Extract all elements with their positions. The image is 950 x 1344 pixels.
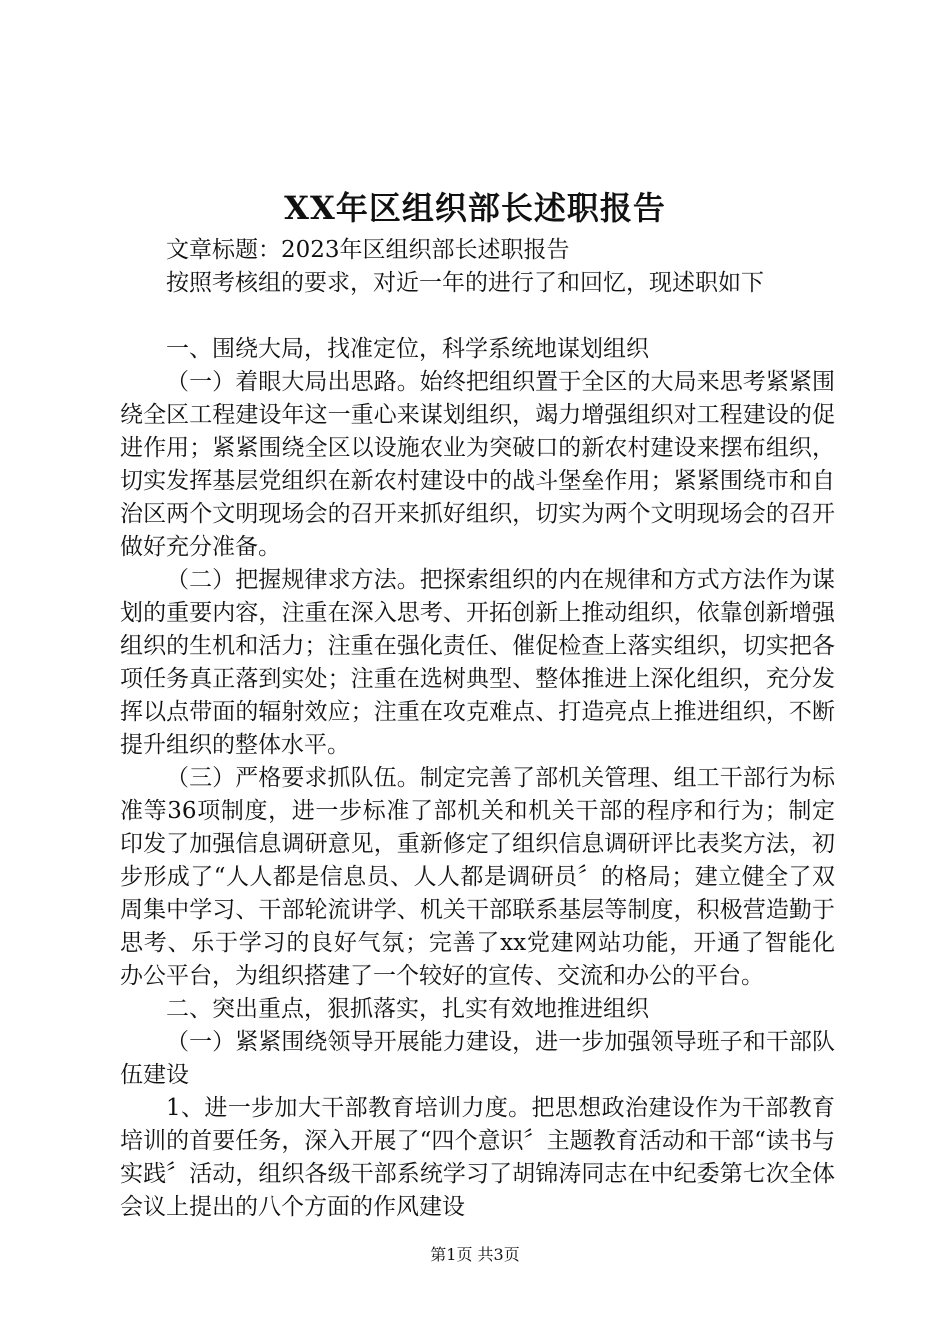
- document-title: XX年区组织部长述职报告: [284, 189, 666, 227]
- paragraph-section-2-point-1: 1、进一步加大干部教育培训力度。把思想政治建设作为干部教育培训的首要任务，深入开展了“四个意识〞主题教育活动和干部“读书与实践〞活动，组织各级干部系统学习了胡锦涛同志在中纪委第七次全体会议上提出的八个方面的作风建设: [120, 1095, 835, 1220]
- paragraph-intro: 按照考核组的要求，对近一年的进行了和回忆，现述职如下: [166, 270, 764, 296]
- paragraph-section-1-item-1: （一）着眼大局出思路。始终把组织置于全区的大局来思考紧紧围绕全区工程建设年这一重心来谋划组织，竭力增强组织对工程建设的促进作用；紧紧围绕全区以设施农业为突破口的新农村建设来摆布组织，切实发挥基层党组织在新农村建设中的战斗堡垒作用；紧紧围绕市和自治区两个文明现场会的召开来抓好组织，切实为两个文明现场会的召开做好充分准备。: [120, 369, 835, 560]
- paragraph-section-1-item-2: （二）把握规律求方法。把探索组织的内在规律和方式方法作为谋划的重要内容，注重在深入思考、开拓创新上推动组织，依靠创新增强组织的生机和活力；注重在强化责任、催促检查上落实组织，切实把各项任务真正落到实处；注重在选树典型、整体推进上深化组织，充分发挥以点带面的辐射效应；注重在攻克难点、打造亮点上推进组织，不断提升组织的整体水平。: [120, 567, 835, 758]
- paragraph-article-title: 文章标题：2023年区组织部长述职报告: [166, 237, 570, 263]
- page-number-footer: 第1页 共3页: [430, 1245, 520, 1264]
- paragraph-section-2-heading: 二、突出重点，狠抓落实，扎实有效地推进组织: [166, 996, 649, 1022]
- paragraph-section-1-heading: 一、围绕大局，找准定位，科学系统地谋划组织: [166, 336, 649, 362]
- document-body: [120, 234, 835, 1224]
- paragraph-section-1-item-3: （三）严格要求抓队伍。制定完善了部机关管理、组工干部行为标准等36项制度，进一步标准了部机关和机关干部的程序和行为；制定印发了加强信息调研意见，重新修定了组织信息调研评比表奖方法，初步形成了“人人都是信息员、人人都是调研员〞的格局；建立健全了双周集中学习、干部轮流讲学、机关干部联系基层等制度，积极营造勤于思考、乐于学习的良好气氛；完善了xx党建网站功能，开通了智能化办公平台，为组织搭建了一个较好的宣传、交流和办公的平台。: [120, 765, 835, 989]
- paragraph-section-2-item-1: （一）紧紧围绕领导开展能力建设，进一步加强领导班子和干部队伍建设: [120, 1029, 835, 1088]
